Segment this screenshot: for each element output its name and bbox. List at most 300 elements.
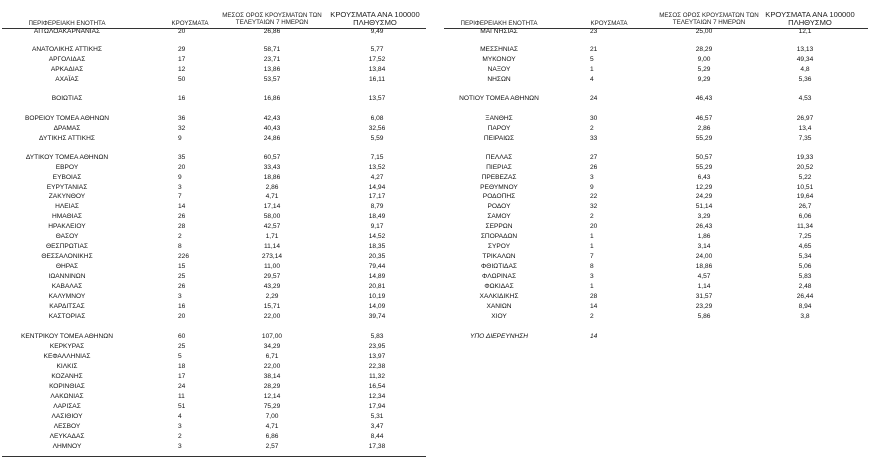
cases-value: 3 xyxy=(590,273,594,280)
cases-value: 9 xyxy=(590,184,594,191)
cases-value: 20 xyxy=(178,164,186,171)
rate-per-100k-value: 5,22 xyxy=(798,174,812,181)
table-row xyxy=(2,292,432,301)
avg-7day-value: 55,29 xyxy=(695,135,713,142)
cases-value: 1 xyxy=(590,243,594,250)
table-row xyxy=(2,422,432,431)
table-row xyxy=(2,114,432,123)
rate-per-100k-value: 26,7 xyxy=(798,203,812,210)
cases-value: 15 xyxy=(178,263,186,270)
unit-name: ΝΗΣΩΝ xyxy=(487,76,511,83)
table-row xyxy=(2,232,432,241)
cases-value: 20 xyxy=(178,313,186,320)
unit-name: ΦΩΚΙΔΑΣ xyxy=(484,283,514,290)
cases-value: 23 xyxy=(590,28,598,35)
cases-value: 9 xyxy=(178,135,182,142)
cases-value: 21 xyxy=(590,46,598,53)
avg-7day-value: 51,14 xyxy=(695,203,713,210)
cases-value: 24 xyxy=(178,383,186,390)
rate-per-100k-value: 2,48 xyxy=(798,283,812,290)
right-header-cases: ΚΡΟΥΣΜΑΤΑ xyxy=(590,20,628,27)
rate-per-100k-value: 32,56 xyxy=(368,125,386,132)
rate-per-100k-value: 19,33 xyxy=(796,154,814,161)
table-row xyxy=(2,382,432,391)
cases-value: 2 xyxy=(590,125,594,132)
rate-per-100k-value: 79,44 xyxy=(368,263,386,270)
unit-name: ΑΧΑΪΑΣ xyxy=(55,76,79,83)
cases-value: 25 xyxy=(178,343,186,350)
avg-7day-value: 1,86 xyxy=(697,233,711,240)
avg-7day-value: 17,14 xyxy=(263,203,281,210)
cases-value: 27 xyxy=(590,154,598,161)
avg-7day-value: 22,00 xyxy=(263,363,281,370)
right-header-unit: ΠΕΡΙΦΕΡΕΙΑΚΗ ΕΝΟΤΗΤΑ xyxy=(460,20,538,27)
avg-7day-value: 53,57 xyxy=(263,76,281,83)
rate-per-100k-value: 5,31 xyxy=(370,413,384,420)
unit-name: ΧΙΟΥ xyxy=(491,313,507,320)
avg-7day-value: 12,14 xyxy=(263,393,281,400)
table-row xyxy=(2,27,432,36)
cases-value: 29 xyxy=(178,46,186,53)
table-row xyxy=(2,222,432,231)
cases-value: 17 xyxy=(178,373,186,380)
unit-name: ΦΘΙΩΤΙΔΑΣ xyxy=(481,263,517,270)
avg-7day-value: 2,29 xyxy=(265,293,279,300)
rate-per-100k-value: 18,35 xyxy=(368,243,386,250)
rate-per-100k-value: 22,38 xyxy=(368,363,386,370)
rate-per-100k-value: 4,27 xyxy=(370,174,384,181)
cases-value: 3 xyxy=(178,184,182,191)
unit-name: ΧΑΝΙΩΝ xyxy=(486,303,512,310)
avg-7day-value: 58,00 xyxy=(263,213,281,220)
unit-name: ΛΕΣΒΟΥ xyxy=(53,423,81,430)
avg-7day-value: 18,86 xyxy=(263,174,281,181)
avg-7day-value: 18,86 xyxy=(695,263,713,270)
rate-per-100k-value: 5,59 xyxy=(370,135,384,142)
right-header-avg-line1: ΜΕΣΟΣ ΟΡΟΣ ΚΡΟΥΣΜΑΤΩΝ ΤΩΝ xyxy=(659,12,759,19)
table-row xyxy=(2,183,432,192)
unit-name: ΚΟΖΑΝΗΣ xyxy=(51,373,83,380)
avg-7day-value: 50,57 xyxy=(695,154,713,161)
avg-7day-value: 26,86 xyxy=(263,28,281,35)
unit-name: ΣΠΟΡΑΔΩΝ xyxy=(480,233,518,240)
unit-name: ΡΟΔΟΠΗΣ xyxy=(482,193,516,200)
avg-7day-value: 6,86 xyxy=(265,433,279,440)
rate-per-100k-value: 14,89 xyxy=(368,273,386,280)
cases-value: 20 xyxy=(590,223,598,230)
unit-name: ΜΑΓΝΗΣΙΑΣ xyxy=(480,28,518,35)
cases-value: 20 xyxy=(178,28,186,35)
rate-per-100k-value: 7,15 xyxy=(370,154,384,161)
unit-name: ΒΟΙΩΤΙΑΣ xyxy=(51,95,83,102)
unit-name: ΜΕΣΣΗΝΙΑΣ xyxy=(480,46,518,53)
table-row xyxy=(444,282,874,291)
unit-name: ΙΩΑΝΝΙΝΩΝ xyxy=(48,273,86,280)
unit-name: ΡΕΘΥΜΝΟΥ xyxy=(480,184,518,191)
cases-value: 8 xyxy=(590,263,594,270)
rate-per-100k-value: 13,52 xyxy=(368,164,386,171)
table-row xyxy=(444,272,874,281)
table-row xyxy=(444,232,874,241)
unit-name: ΛΕΥΚΑΔΑΣ xyxy=(49,433,85,440)
cases-value: 22 xyxy=(590,193,598,200)
unit-name: ΘΕΣΠΡΩΤΙΑΣ xyxy=(45,243,89,250)
rate-per-100k-value: 13,13 xyxy=(796,46,814,53)
avg-7day-value: 23,71 xyxy=(263,56,281,63)
avg-7day-value: 6,43 xyxy=(697,174,711,181)
unit-name: ΞΑΝΘΗΣ xyxy=(485,115,513,122)
unit-name: ΘΕΣΣΑΛΟΝΙΚΗΣ xyxy=(41,253,93,260)
unit-name: ΛΑΡΙΣΑΣ xyxy=(53,403,81,410)
avg-7day-value: 15,71 xyxy=(263,303,281,310)
cases-value: 9 xyxy=(178,174,182,181)
table-row xyxy=(2,94,432,103)
rate-per-100k-value: 23,95 xyxy=(368,343,386,350)
table-row xyxy=(2,352,432,361)
table-row xyxy=(2,252,432,261)
table-row xyxy=(444,212,874,221)
cases-value: 35 xyxy=(178,154,186,161)
rate-per-100k-value: 7,35 xyxy=(798,135,812,142)
avg-7day-value: 46,57 xyxy=(695,115,713,122)
table-row xyxy=(2,124,432,133)
cases-value: 28 xyxy=(178,223,186,230)
avg-7day-value: 24,29 xyxy=(695,193,713,200)
avg-7day-value: 3,14 xyxy=(697,243,711,250)
rate-per-100k-value: 13,84 xyxy=(368,66,386,73)
unit-name: ΔΥΤΙΚΗΣ ΑΤΤΙΚΗΣ xyxy=(39,135,95,142)
unit-name: ΗΜΑΘΙΑΣ xyxy=(52,213,82,220)
avg-7day-value: 24,86 xyxy=(263,135,281,142)
rate-per-100k-value: 5,83 xyxy=(798,273,812,280)
unit-name: ΛΑΚΩΝΙΑΣ xyxy=(50,393,84,400)
cases-value: 1 xyxy=(590,66,594,73)
unit-name: ΦΛΩΡΙΝΑΣ xyxy=(481,273,517,280)
table-row xyxy=(2,272,432,281)
unit-name: ΝΟΤΙΟΥ ΤΟΜΕΑ ΑΘΗΝΩΝ xyxy=(459,95,539,102)
table-row xyxy=(444,332,874,341)
avg-7day-value: 13,86 xyxy=(263,66,281,73)
table-row xyxy=(444,302,874,311)
unit-name: ΕΥΒΟΙΑΣ xyxy=(52,174,82,181)
cases-value: 5 xyxy=(590,56,594,63)
cases-value: 16 xyxy=(178,95,186,102)
rate-per-100k-value: 20,81 xyxy=(368,283,386,290)
rate-per-100k-value: 17,94 xyxy=(368,403,386,410)
unit-name: ΚΕΝΤΡΙΚΟΥ ΤΟΜΕΑ ΑΘΗΝΩΝ xyxy=(21,333,113,340)
rate-per-100k-value: 16,11 xyxy=(368,76,385,83)
avg-7day-value: 107,00 xyxy=(261,333,283,340)
avg-7day-value: 43,29 xyxy=(263,283,281,290)
rate-per-100k-value: 5,06 xyxy=(798,263,812,270)
rate-per-100k-value: 39,74 xyxy=(368,313,386,320)
unit-name: ΚΕΡΚΥΡΑΣ xyxy=(49,343,85,350)
rate-per-100k-value: 26,44 xyxy=(796,293,814,300)
rate-per-100k-value: 6,06 xyxy=(798,213,812,220)
rate-per-100k-value: 4,8 xyxy=(800,66,810,73)
cases-value: 3 xyxy=(590,174,594,181)
unit-name: ΗΛΕΙΑΣ xyxy=(55,203,79,210)
table-row xyxy=(2,262,432,271)
table-row xyxy=(2,302,432,311)
avg-7day-value: 4,71 xyxy=(265,423,279,430)
rate-per-100k-value: 6,08 xyxy=(370,115,384,122)
avg-7day-value: 11,00 xyxy=(263,263,280,270)
avg-7day-value: 1,14 xyxy=(697,283,711,290)
unit-name: ΠΕΛΛΑΣ xyxy=(485,154,513,161)
table-row xyxy=(2,372,432,381)
rate-per-100k-value: 20,52 xyxy=(796,164,814,171)
unit-name: ΕΥΡΥΤΑΝΙΑΣ xyxy=(46,184,88,191)
cases-value: 2 xyxy=(590,313,594,320)
left-table-bottom-rule xyxy=(2,456,426,457)
avg-7day-value: 4,71 xyxy=(265,193,279,200)
avg-7day-value: 29,57 xyxy=(263,273,281,280)
table-row xyxy=(2,75,432,84)
cases-value: 226 xyxy=(178,253,190,260)
table-row xyxy=(444,192,874,201)
rate-per-100k-value: 9,49 xyxy=(370,28,384,35)
cases-value: 7 xyxy=(590,253,594,260)
cases-value: 2 xyxy=(590,213,594,220)
table-row xyxy=(2,402,432,411)
unit-name: ΖΑΚΥΝΘΟΥ xyxy=(48,193,86,200)
avg-7day-value: 11,14 xyxy=(263,243,280,250)
unit-name: ΘΗΡΑΣ xyxy=(55,263,79,270)
right-header-avg-line2: ΤΕΛΕΥΤΑΙΩΝ 7 ΗΜΕΡΩΝ xyxy=(672,19,746,26)
table-row xyxy=(444,292,874,301)
avg-7day-value: 273,14 xyxy=(261,253,283,260)
avg-7day-value: 42,43 xyxy=(263,115,281,122)
avg-7day-value: 58,71 xyxy=(263,46,281,53)
unit-name: ΣΥΡΟΥ xyxy=(487,243,511,250)
avg-7day-value: 4,57 xyxy=(697,273,711,280)
cases-value: 3 xyxy=(178,443,182,450)
rate-per-100k-value: 14,09 xyxy=(368,303,386,310)
unit-name: ΣΑΜΟΥ xyxy=(487,213,511,220)
unit-name: ΗΡΑΚΛΕΙΟΥ xyxy=(48,223,86,230)
avg-7day-value: 5,86 xyxy=(697,313,711,320)
cases-value: 30 xyxy=(590,115,598,122)
cases-value: 28 xyxy=(590,293,598,300)
unit-name: ΚΕΦΑΛΛΗΝΙΑΣ xyxy=(43,353,91,360)
cases-value: 2 xyxy=(178,433,182,440)
avg-7day-value: 12,29 xyxy=(695,184,713,191)
rate-per-100k-value: 26,97 xyxy=(796,115,814,122)
table-row xyxy=(444,312,874,321)
rate-per-100k-value: 4,65 xyxy=(798,243,812,250)
table-row xyxy=(2,45,432,54)
table-row xyxy=(444,173,874,182)
unit-name: ΚΑΡΔΙΤΣΑΣ xyxy=(49,303,85,310)
table-row xyxy=(444,75,874,84)
avg-7day-value: 34,29 xyxy=(263,343,281,350)
cases-value: 14 xyxy=(178,203,186,210)
unit-name: ΠΙΕΡΙΑΣ xyxy=(486,164,512,171)
table-row xyxy=(2,242,432,251)
avg-7day-value: 75,29 xyxy=(263,403,281,410)
rate-per-100k-value: 11,34 xyxy=(796,223,813,230)
unit-name: ΠΑΡΟΥ xyxy=(487,125,511,132)
rate-per-100k-value: 12,1 xyxy=(798,28,812,35)
cases-value: 3 xyxy=(178,293,182,300)
cases-value: 16 xyxy=(178,303,186,310)
rate-per-100k-value: 5,34 xyxy=(798,253,812,260)
unit-name: ΚΙΛΚΙΣ xyxy=(56,363,78,370)
avg-7day-value: 2,57 xyxy=(265,443,279,450)
cases-value: 18 xyxy=(178,363,186,370)
unit-name: ΜΥΚΟΝΟΥ xyxy=(482,56,516,63)
rate-per-100k-value: 14,52 xyxy=(368,233,386,240)
rate-per-100k-value: 3,8 xyxy=(800,313,810,320)
rate-per-100k-value: 17,38 xyxy=(368,443,386,450)
right-table-body xyxy=(444,0,874,464)
cases-value: 1 xyxy=(590,283,594,290)
unit-name: ΚΑΣΤΟΡΙΑΣ xyxy=(48,313,86,320)
table-row xyxy=(444,65,874,74)
avg-7day-value: 28,29 xyxy=(263,383,281,390)
table-row xyxy=(444,202,874,211)
table-row xyxy=(2,412,432,421)
table-row xyxy=(2,362,432,371)
cases-value: 11 xyxy=(178,393,185,400)
avg-7day-value: 24,00 xyxy=(695,253,713,260)
table-row xyxy=(2,173,432,182)
table-row xyxy=(444,45,874,54)
avg-7day-value: 7,00 xyxy=(265,413,279,420)
right-header-rate-line1: ΚΡΟΥΣΜΑΤΑ ΑΝΑ 100000 xyxy=(765,10,855,19)
cases-value: 25 xyxy=(178,273,186,280)
cases-value: 60 xyxy=(178,333,186,340)
table-row xyxy=(2,432,432,441)
table-row xyxy=(444,94,874,103)
avg-7day-value: 1,71 xyxy=(265,233,279,240)
avg-7day-value: 28,29 xyxy=(695,46,713,53)
table-row xyxy=(444,124,874,133)
rate-per-100k-value: 8,94 xyxy=(798,303,812,310)
rate-per-100k-value: 8,44 xyxy=(370,433,384,440)
cases-value: 1 xyxy=(590,233,594,240)
cases-value: 51 xyxy=(178,403,186,410)
rate-per-100k-value: 14,94 xyxy=(368,184,386,191)
rate-per-100k-value: 18,49 xyxy=(368,213,386,220)
table-row xyxy=(444,183,874,192)
rate-per-100k-value: 9,17 xyxy=(370,223,384,230)
table-row xyxy=(444,114,874,123)
rate-per-100k-value: 5,36 xyxy=(798,76,812,83)
avg-7day-value: 9,29 xyxy=(697,76,711,83)
rate-per-100k-value: 5,83 xyxy=(370,333,384,340)
unit-name: ΛΗΜΝΟΥ xyxy=(52,443,82,450)
avg-7day-value: 2,86 xyxy=(697,125,711,132)
avg-7day-value: 38,14 xyxy=(263,373,281,380)
table-row xyxy=(444,222,874,231)
table-row xyxy=(444,252,874,261)
cases-value: 14 xyxy=(590,333,598,340)
left-header-rate-line1: ΚΡΟΥΣΜΑΤΑ ΑΝΑ 100000 xyxy=(330,10,420,19)
table-row xyxy=(2,212,432,221)
table-row xyxy=(444,27,874,36)
rate-per-100k-value: 49,34 xyxy=(796,56,814,63)
cases-value: 32 xyxy=(178,125,186,132)
rate-per-100k-value: 11,32 xyxy=(368,373,385,380)
avg-7day-value: 26,43 xyxy=(695,223,713,230)
cases-value: 33 xyxy=(590,135,598,142)
cases-value: 4 xyxy=(178,413,182,420)
unit-name: ΠΡΕΒΕΖΑΣ xyxy=(481,174,517,181)
rate-per-100k-value: 12,34 xyxy=(368,393,386,400)
rate-per-100k-value: 17,17 xyxy=(368,193,386,200)
table-row xyxy=(2,442,432,451)
left-header-cases: ΚΡΟΥΣΜΑΤΑ xyxy=(171,20,209,27)
table-row xyxy=(2,392,432,401)
left-header-unit: ΠΕΡΙΦΕΡΕΙΑΚΗ ΕΝΟΤΗΤΑ xyxy=(28,20,106,27)
rate-per-100k-value: 3,47 xyxy=(370,423,384,430)
unit-name: ΚΟΡΙΝΘΙΑΣ xyxy=(49,383,85,390)
rate-per-100k-value: 20,35 xyxy=(368,253,386,260)
avg-7day-value: 6,71 xyxy=(265,353,279,360)
unit-name: ΑΡΓΟΛΙΔΑΣ xyxy=(48,56,86,63)
left-header-avg-line2: ΤΕΛΕΥΤΑΙΩΝ 7 ΗΜΕΡΩΝ xyxy=(235,19,309,26)
table-row xyxy=(2,202,432,211)
left-header-avg-line1: ΜΕΣΟΣ ΟΡΟΣ ΚΡΟΥΣΜΑΤΩΝ ΤΩΝ xyxy=(222,12,322,19)
unit-name: ΣΕΡΡΩΝ xyxy=(485,223,513,230)
table-row xyxy=(2,312,432,321)
cases-value: 3 xyxy=(178,423,182,430)
table-row xyxy=(444,163,874,172)
cases-value: 17 xyxy=(178,56,186,63)
table-row xyxy=(2,153,432,162)
unit-name: ΥΠΟ ΔΙΕΡΕΥΝΗΣΗ xyxy=(470,333,528,340)
avg-7day-value: 25,00 xyxy=(695,28,713,35)
rate-per-100k-value: 8,79 xyxy=(370,203,384,210)
rate-per-100k-value: 10,51 xyxy=(796,184,814,191)
table-row xyxy=(444,55,874,64)
rate-per-100k-value: 7,25 xyxy=(798,233,812,240)
cases-value: 26 xyxy=(590,164,598,171)
avg-7day-value: 40,43 xyxy=(263,125,281,132)
avg-7day-value: 46,43 xyxy=(695,95,713,102)
cases-value: 50 xyxy=(178,76,186,83)
table-row xyxy=(2,55,432,64)
unit-name: ΚΑΒΑΛΑΣ xyxy=(51,283,83,290)
table-row xyxy=(444,262,874,271)
unit-name: ΘΑΣΟΥ xyxy=(55,233,79,240)
cases-value: 24 xyxy=(590,95,598,102)
unit-name: ΛΑΣΙΘΙΟΥ xyxy=(51,413,83,420)
cases-value: 8 xyxy=(178,243,182,250)
avg-7day-value: 9,00 xyxy=(697,56,711,63)
unit-name: ΧΑΛΚΙΔΙΚΗΣ xyxy=(479,293,519,300)
table-row xyxy=(2,163,432,172)
table-row xyxy=(444,153,874,162)
cases-value: 32 xyxy=(590,203,598,210)
rate-per-100k-value: 19,64 xyxy=(796,193,814,200)
unit-name: ΡΟΔΟΥ xyxy=(487,203,511,210)
avg-7day-value: 31,57 xyxy=(695,293,713,300)
unit-name: ΚΑΛΥΜΝΟΥ xyxy=(48,293,86,300)
cases-value: 14 xyxy=(590,303,598,310)
left-header-rate-line2: ΠΛΗΘΥΣΜΟ xyxy=(353,18,397,27)
unit-name: ΝΑΞΟΥ xyxy=(487,66,511,73)
unit-name: ΑΙΤΩΛΟΑΚΑΡΝΑΝΙΑΣ xyxy=(33,28,101,35)
cases-value: 4 xyxy=(590,76,594,83)
avg-7day-value: 2,86 xyxy=(265,184,279,191)
unit-name: ΔΥΤΙΚΟΥ ΤΟΜΕΑ ΑΘΗΝΩΝ xyxy=(25,154,109,161)
avg-7day-value: 23,29 xyxy=(695,303,713,310)
rate-per-100k-value: 4,53 xyxy=(798,95,812,102)
cases-value: 12 xyxy=(178,66,186,73)
